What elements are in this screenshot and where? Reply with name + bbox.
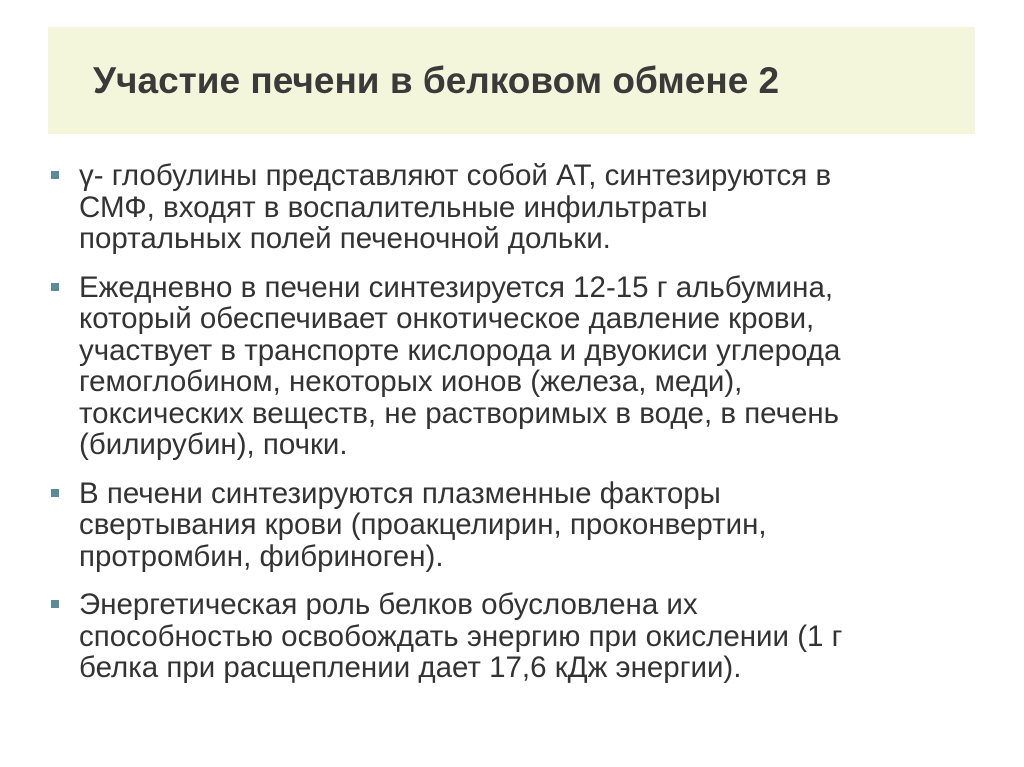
bullet-line: способностью освобождать энергию при окислении (1 г	[79, 619, 843, 653]
square-bullet-icon	[51, 171, 59, 179]
bullet-line: портальных полей печеночной дольки.	[79, 222, 611, 255]
bullet-item	[50, 589, 980, 684]
title-band	[48, 27, 975, 134]
bullet-line: токсических веществ, не растворимых в воде, в печень	[79, 396, 840, 430]
bullet-line: который обеспечивает онкотическое давление крови,	[79, 302, 815, 335]
square-bullet-icon	[51, 600, 59, 608]
bullet-line: СМФ, входят в воспалительные инфильтраты	[79, 190, 708, 224]
bullet-line: В печени синтезируются плазменные факторы	[79, 476, 721, 510]
bullet-line: участвует в транспорте кислорода и двуокиси углерода	[79, 333, 841, 367]
bullet-line: гемоглобином, некоторых ионов (железа, меди),	[79, 365, 743, 398]
bullet-line: белка при расщеплении дает 17,6 кДж энергии).	[79, 651, 742, 684]
bullet-line: протромбин, фибриноген).	[79, 539, 444, 573]
bullet-line: Ежедневно в печени синтезируется 12-15 г альбумина,	[79, 270, 834, 304]
bullet-line: (билирубин), почки.	[79, 428, 348, 461]
square-bullet-icon	[51, 489, 59, 497]
bullet-item	[50, 160, 980, 255]
square-bullet-icon	[51, 283, 59, 291]
bullet-line: свертывания крови (проакцелирин, проконвертин,	[79, 508, 767, 541]
bullet-item	[50, 478, 980, 573]
bullet-line: Энергетическая роль белков обусловлена их	[79, 588, 698, 621]
slide-title: Участие печени в белковом обмене 2	[93, 59, 780, 101]
bullet-line: γ- глобулины представляют собой АТ, синтезируются в	[79, 159, 832, 192]
bullet-list	[50, 160, 980, 701]
bullet-item	[50, 272, 980, 461]
